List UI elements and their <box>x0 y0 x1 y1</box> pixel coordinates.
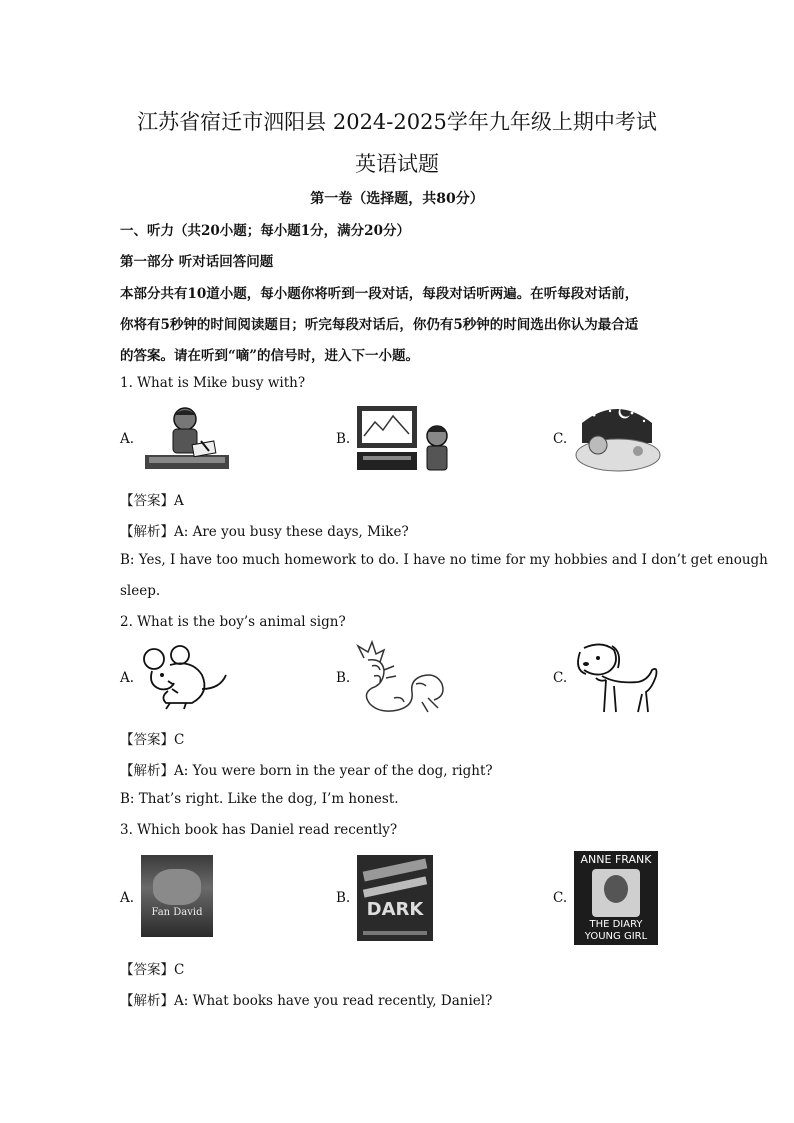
option-label: B. <box>336 670 351 686</box>
dog-icon <box>572 640 664 718</box>
option-label: C. <box>553 431 568 447</box>
girl-sleeping-icon <box>572 403 662 473</box>
portrait-head <box>604 875 628 903</box>
option-label: C. <box>553 670 568 686</box>
book-cover-c-icon <box>574 851 658 945</box>
option-label: A. <box>120 670 135 686</box>
page-title: 江苏省宿迁市泗阳县 2024-2025学年九年级上期中考试 <box>137 110 657 134</box>
boy-writing-icon <box>143 405 231 473</box>
option-label: B. <box>336 890 351 906</box>
analysis-line: 【解析】A: What books have you read recently, Daniel? <box>120 993 493 1009</box>
question-text: 3. Which book has Daniel read recently? <box>120 822 398 838</box>
instruction-line: 你将有5秒钟的时间阅读题目；听完每段对话后，你仍有5秒钟的时间选出你认为最合适 <box>120 317 639 333</box>
cover-title: Fan David <box>151 907 203 918</box>
instruction-line: 的答案。请在听到“嘀”的信号时，进入下一小题。 <box>120 348 420 364</box>
dragon-icon <box>354 640 448 716</box>
book-cover-a-icon <box>141 855 213 937</box>
analysis-line: 【解析】A: Are you busy these days, Mike? <box>120 524 409 540</box>
option-label: A. <box>120 431 135 447</box>
page-subtitle: 英语试题 <box>355 152 439 176</box>
option-label: B. <box>336 431 351 447</box>
cover-author: ANNE FRANK <box>580 853 652 866</box>
question-text: 1. What is Mike busy with? <box>120 375 306 391</box>
boy-computer-icon <box>355 404 455 474</box>
analysis-line: B: Yes, I have too much homework to do. I have no time for my hobbies and I don’t get enough <box>120 552 768 568</box>
volume-heading: 第一卷（选择题，共80分） <box>310 191 484 207</box>
analysis-line: B: That’s right. Like the dog, I’m honest. <box>120 791 399 807</box>
question-text: 2. What is the boy’s animal sign? <box>120 614 346 630</box>
cover-portrait <box>592 869 640 917</box>
cover-footer-bar <box>363 931 427 935</box>
section-heading: 一、听力（共20小题；每小题1分，满分20分） <box>120 223 410 239</box>
analysis-line: sleep. <box>120 583 161 599</box>
part-heading: 第一部分 听对话回答问题 <box>120 254 274 270</box>
option-label: C. <box>553 890 568 906</box>
instruction-line: 本部分共有10道小题，每小题你将听到一段对话，每段对话听两遍。在听每段对话前， <box>120 286 639 302</box>
analysis-line: 【解析】A: You were born in the year of the dog, right? <box>120 763 493 779</box>
cover-title: DARK <box>366 899 424 920</box>
answer-text: 【答案】C <box>120 962 185 978</box>
answer-text: 【答案】A <box>120 493 184 509</box>
mouse-icon <box>140 645 232 711</box>
cover-title: YOUNG GIRL <box>584 931 648 942</box>
cover-title: THE DIARY <box>589 919 643 930</box>
cover-face-graphic <box>153 869 201 905</box>
book-cover-b-icon <box>357 855 433 941</box>
option-label: A. <box>120 890 135 906</box>
answer-text: 【答案】C <box>120 732 185 748</box>
